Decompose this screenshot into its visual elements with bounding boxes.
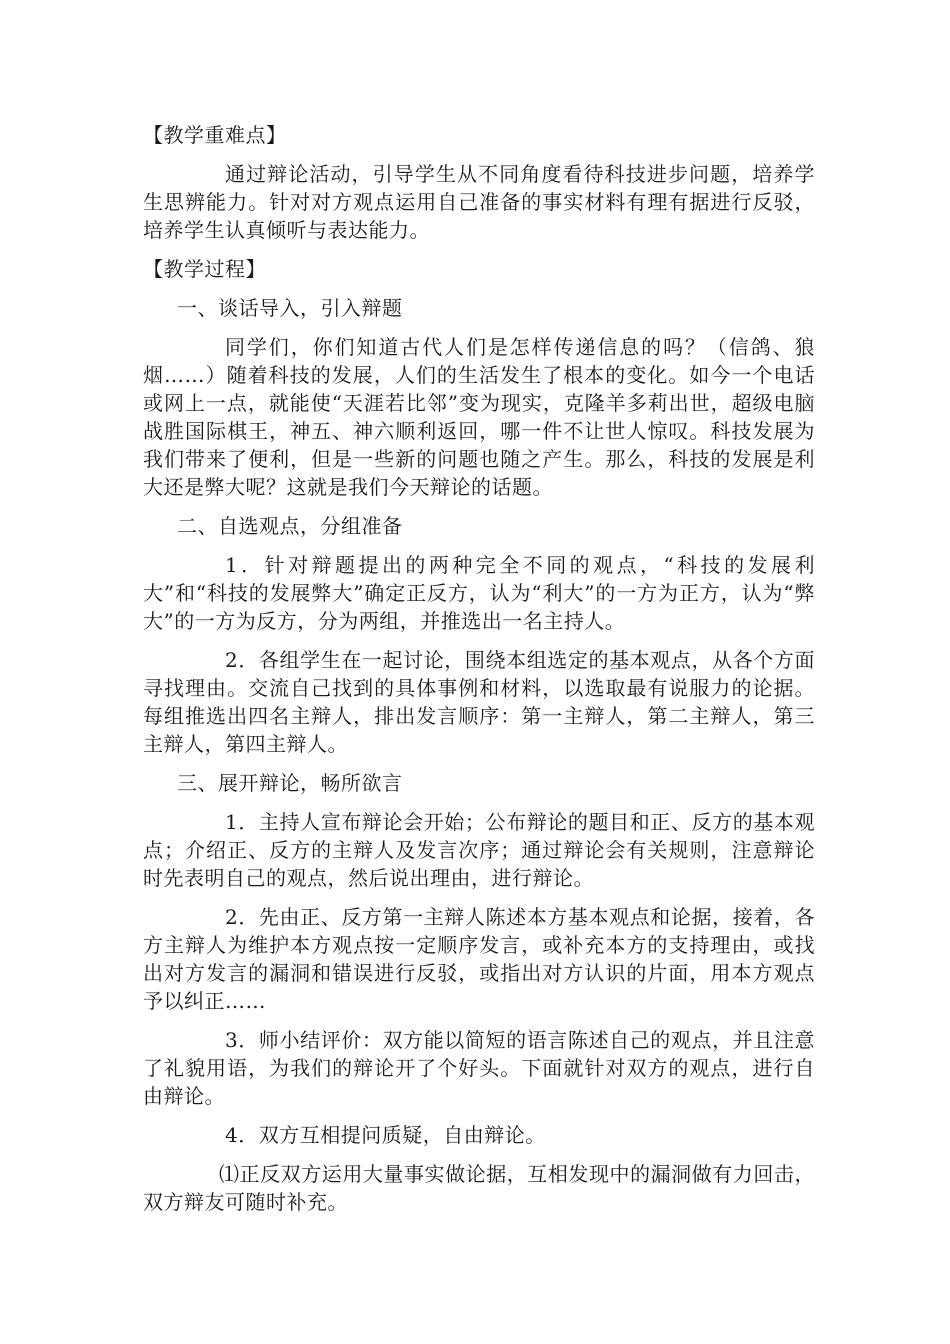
paragraph-intro-talk: 同学们，你们知道古代人们是怎样传递信息的吗？（信鸽、狼烟……）随着科技的发展，人们的生活发生了根本的变化。如今一个电话或网上一点，就能使“天涯若比邻”变为现实，克隆羊多莉出世，超级电脑战胜国际棋王，神五、神六顺利返回，哪一件不让世人惊叹。科技发展为我们带来了便利，但是一些新的问题也随之产生。那么，科技的发展是利大还是弊大呢？这就是我们今天辩论的话题。 (143, 335, 815, 499)
section-title-start-debate: 三、展开辩论，畅所欲言 (177, 771, 403, 795)
section-title-intro-topic: 一、谈话导入，引入辩题 (177, 296, 403, 320)
paragraph-item-2-debaters-speak: 2．先由正、反方第一主辩人陈述本方基本观点和论据，接着，各方主辩人为维护本方观点按一定顺序发言，或补充本方的支持理由，或找出对方发言的漏洞和错误进行反驳，或指出对方认识的片面，用本方观点予以纠正…… (143, 905, 815, 1013)
paragraph-teaching-key-points-body: 通过辩论活动，引导学生从不同角度看待科技进步问题，培养学生思辨能力。针对对方观点运用自己准备的事实材料有理有据进行反驳，培养学生认真倾听与表达能力。 (143, 162, 815, 242)
heading-teaching-key-points: 【教学重难点】 (143, 123, 287, 147)
paragraph-item-1-host-announce: 1．主持人宣布辩论会开始；公布辩论的题目和正、反方的基本观点；介绍正、反方的主辩人及发言次序；通过辩论会有关规则，注意辩论时先表明自己的观点，然后说出理由，进行辩论。 (143, 810, 815, 890)
paragraph-item-4-free-debate: 4．双方互相提问质疑，自由辩论。 (225, 1123, 546, 1147)
paragraph-item-1-define-sides: 1．针对辩题提出的两种完全不同的观点，“科技的发展利大”和“科技的发展弊大”确定正反方，认为“利大”的一方为正方，认为“弊大”的一方为反方，分为两组，并推选出一名主持人。 (143, 553, 815, 633)
paragraph-item-2-group-discussion: 2．各组学生在一起讨论，围绕本组选定的基本观点，从各个方面寻找理由。交流自己找到的具体事例和材料，以选取最有说服力的论据。每组推选出四名主辩人，排出发言顺序：第一主辩人，第二主辩人，第三主辩人，第四主辩人。 (143, 648, 815, 756)
heading-teaching-process: 【教学过程】 (143, 257, 266, 281)
section-title-choose-viewpoint: 二、自选观点，分组准备 (177, 514, 403, 538)
paragraph-subitem-1-rebuttal: ⑴正反双方运用大量事实做论据，互相发现中的漏洞做有力回击，双方辩友可随时补充。 (143, 1162, 815, 1214)
paragraph-item-3-teacher-summary: 3．师小结评价：双方能以简短的语言陈述自己的观点，并且注意了礼貌用语，为我们的辩论开了个好头。下面就针对双方的观点，进行自由辩论。 (143, 1028, 815, 1108)
